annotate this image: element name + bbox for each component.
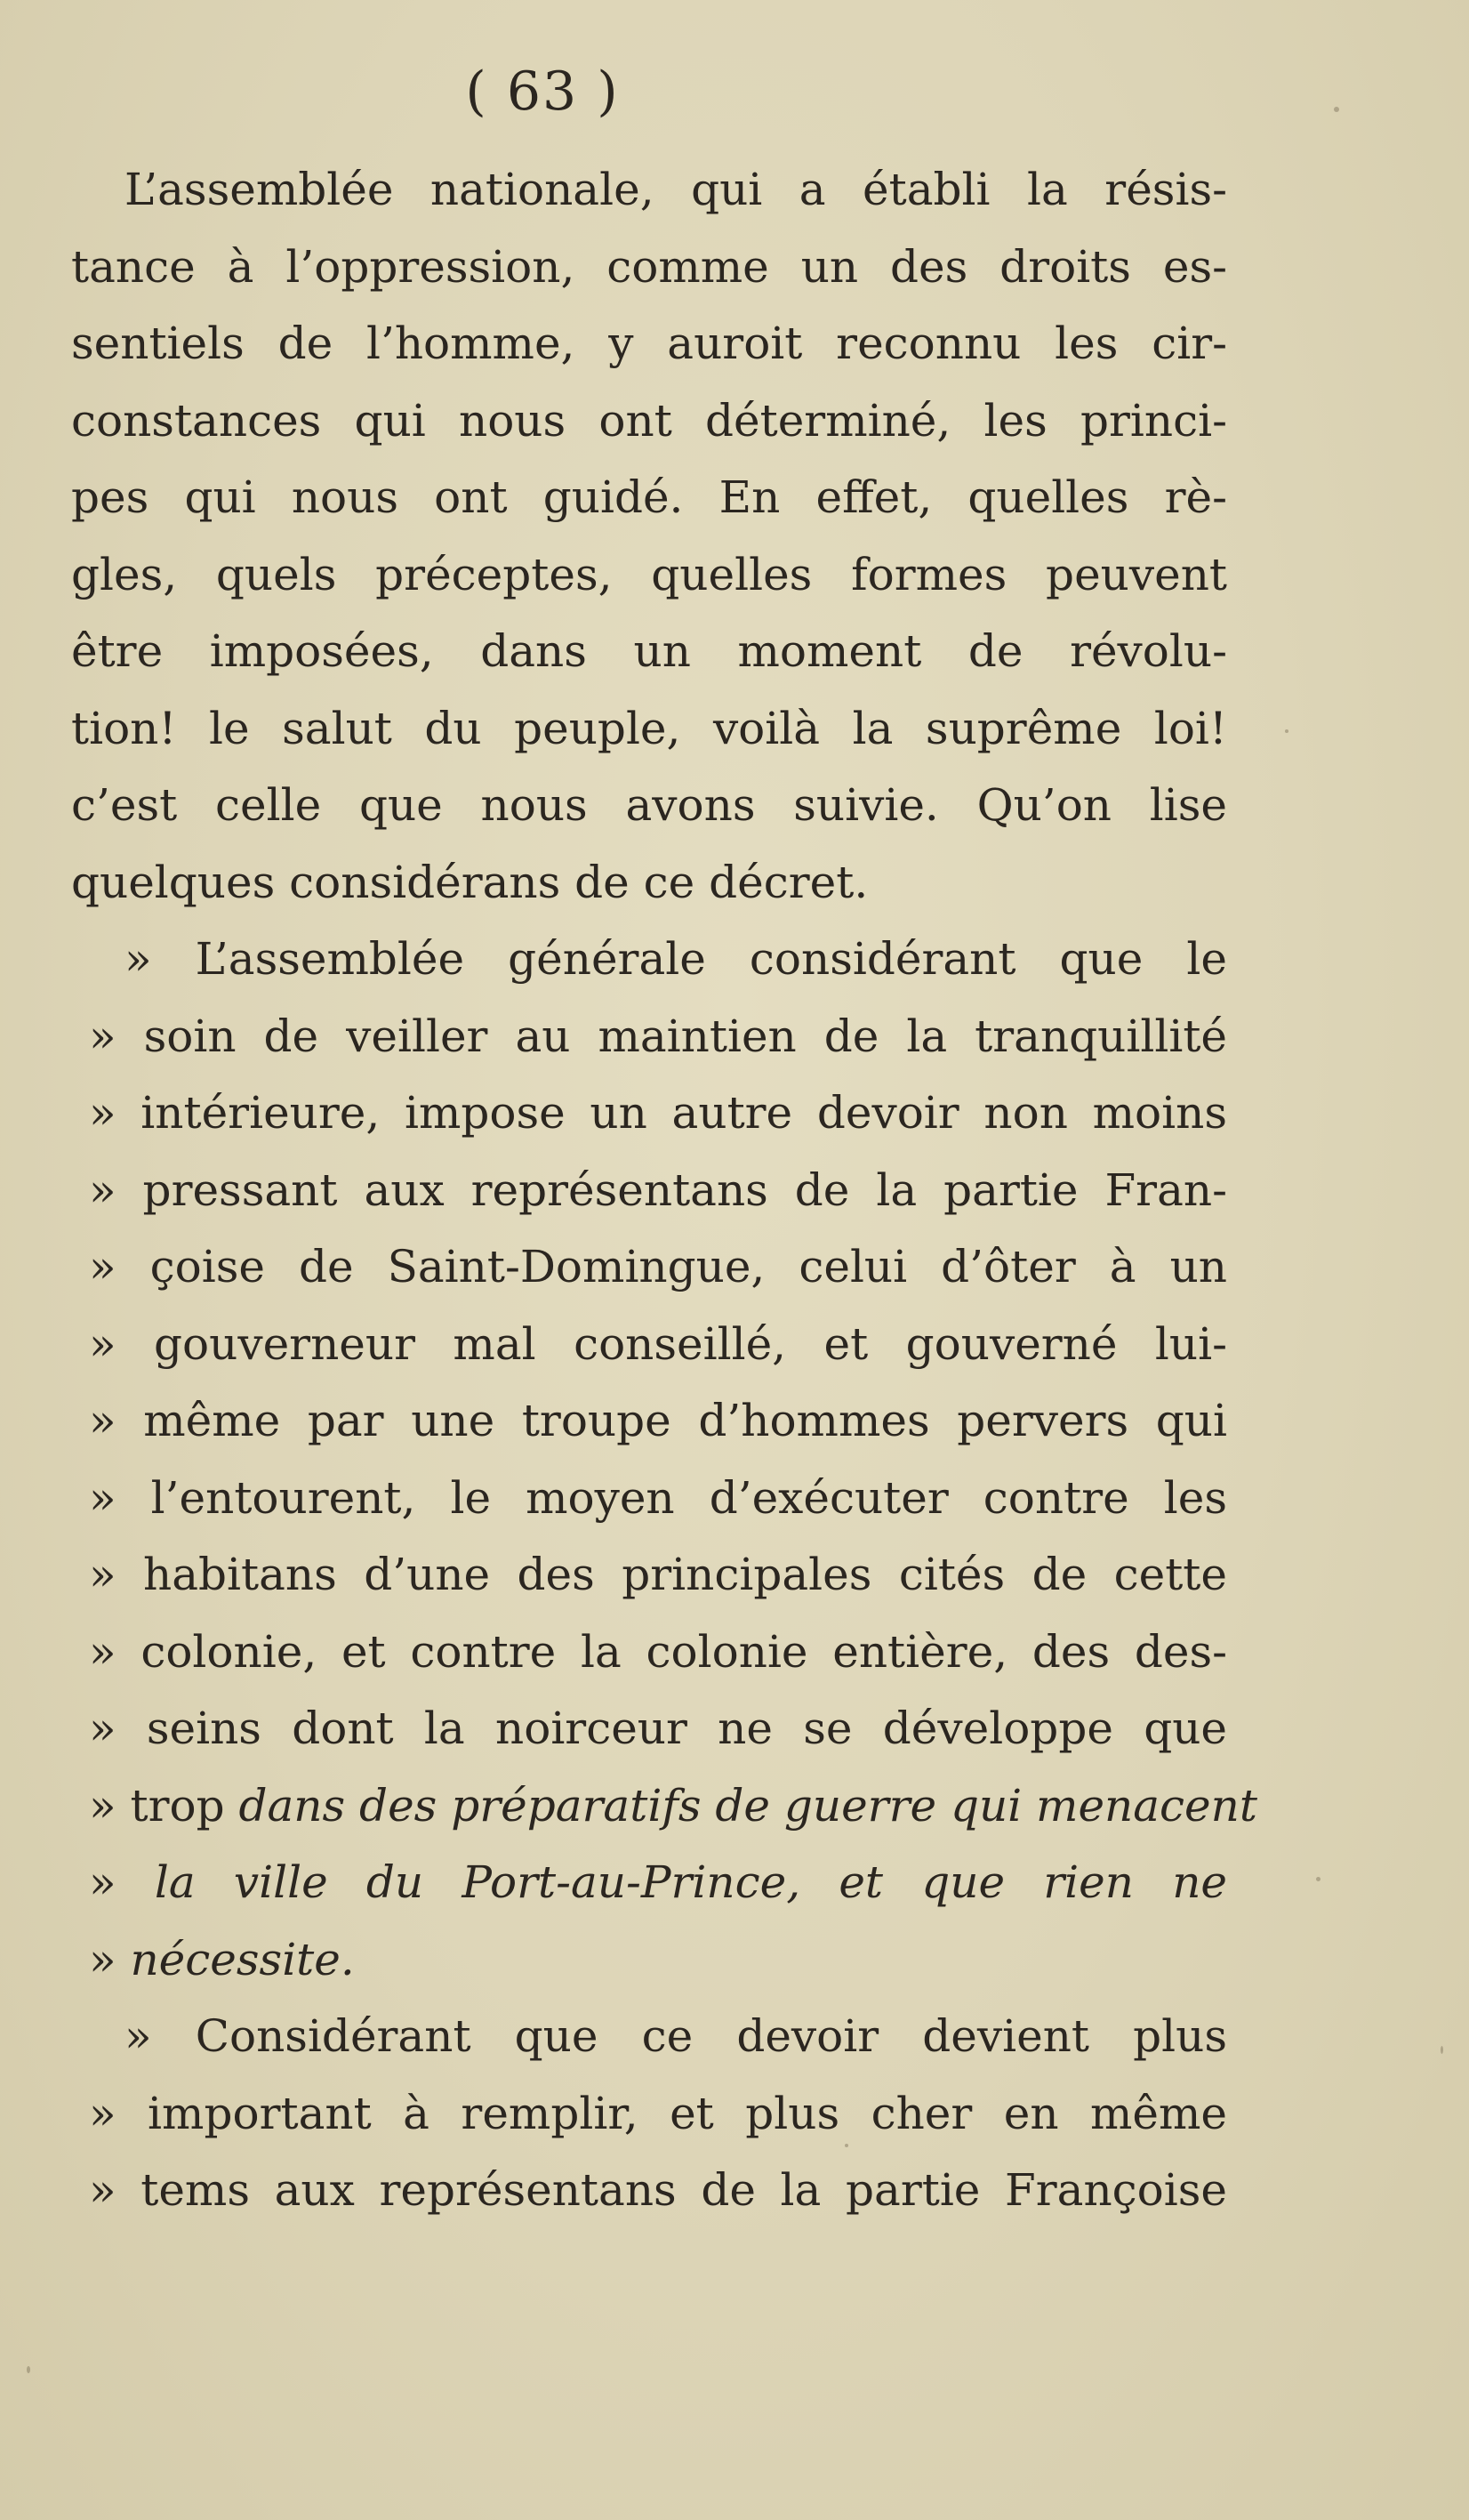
paper-speck [1441,2046,1443,2054]
text-line: pes qui nous ont guidé. En effet, quelles rè- [71,471,1227,523]
text-line: quelques considérans de ce décret. [71,856,869,908]
quote-line: » tems aux représentans de la partie Françoise [89,2164,1227,2216]
text-line: sentiels de l’homme, y auroit reconnu les cir- [71,318,1227,369]
quote-line: » L’assemblée générale considérant que le [124,933,1227,985]
quote-line: » gouverneur mal conseillé, et gouverné lui- [89,1317,1227,1370]
quote-line: » seins dont la noirceur ne se développe que [89,1703,1227,1754]
quote-line-italic [71,1844,1227,1921]
quote-line: » colonie, et contre la colonie entière, des des- [89,1625,1227,1678]
text-line: gles, quels préceptes, quelles formes peuvent [71,548,1227,600]
plain-segment: » trop [89,1779,239,1832]
paper-speck [1285,729,1288,733]
page-number: ( 63 ) [465,60,620,123]
quote-line: » soin de veiller au maintien de la tranquillité [89,1010,1227,1062]
quote-line: » l’entourent, le moyen d’exécuter contre les [89,1471,1227,1524]
quote-line: » pressant aux représentans de la partie Fran- [89,1163,1227,1216]
text-line: c’est celle que nous avons suivie. Qu’on lise [71,779,1227,831]
paper-speck [1316,1877,1320,1881]
italic-segment: nécessite. [130,1933,355,1985]
quote-line: » habitans d’une des principales cités de cette [89,1549,1227,1600]
text-line: tance à l’oppression, comme un des droits es- [71,240,1227,293]
text-line: constances qui nous ont déterminé, les princi- [71,394,1227,447]
text-line: L’assemblée nationale, qui a établi la résis- [124,164,1227,215]
quote-line: » même par une troupe d’hommes pervers qui [89,1395,1227,1446]
plain-segment: » [89,1856,155,1908]
quote-line: » Considérant que ce devoir devient plus [124,2010,1227,2062]
paper-speck [1334,107,1339,112]
quote-line: » çoise de Saint-Domingue, celui d’ôter à un [89,1241,1227,1292]
body-text [71,151,1257,2229]
italic-segment: dans des préparatifs de guerre qui menacent [238,1779,1257,1832]
paper-speck [27,2366,30,2373]
quote-line: » intérieure, impose un autre devoir non moins [89,1087,1227,1139]
plain-segment: » [89,1933,131,1985]
italic-segment: la ville du Port-au-Prince, et que rien ne [154,1856,1227,1908]
quote-line: » important à remplir, et plus cher en même [89,2087,1227,2139]
quote-line-italic [71,1921,1227,1999]
quote-line-mixed [71,1767,1257,1845]
text-line: tion! le salut du peuple, voilà la suprême loi! [71,702,1227,754]
text-line: être imposées, dans un moment de révolu- [71,625,1227,677]
